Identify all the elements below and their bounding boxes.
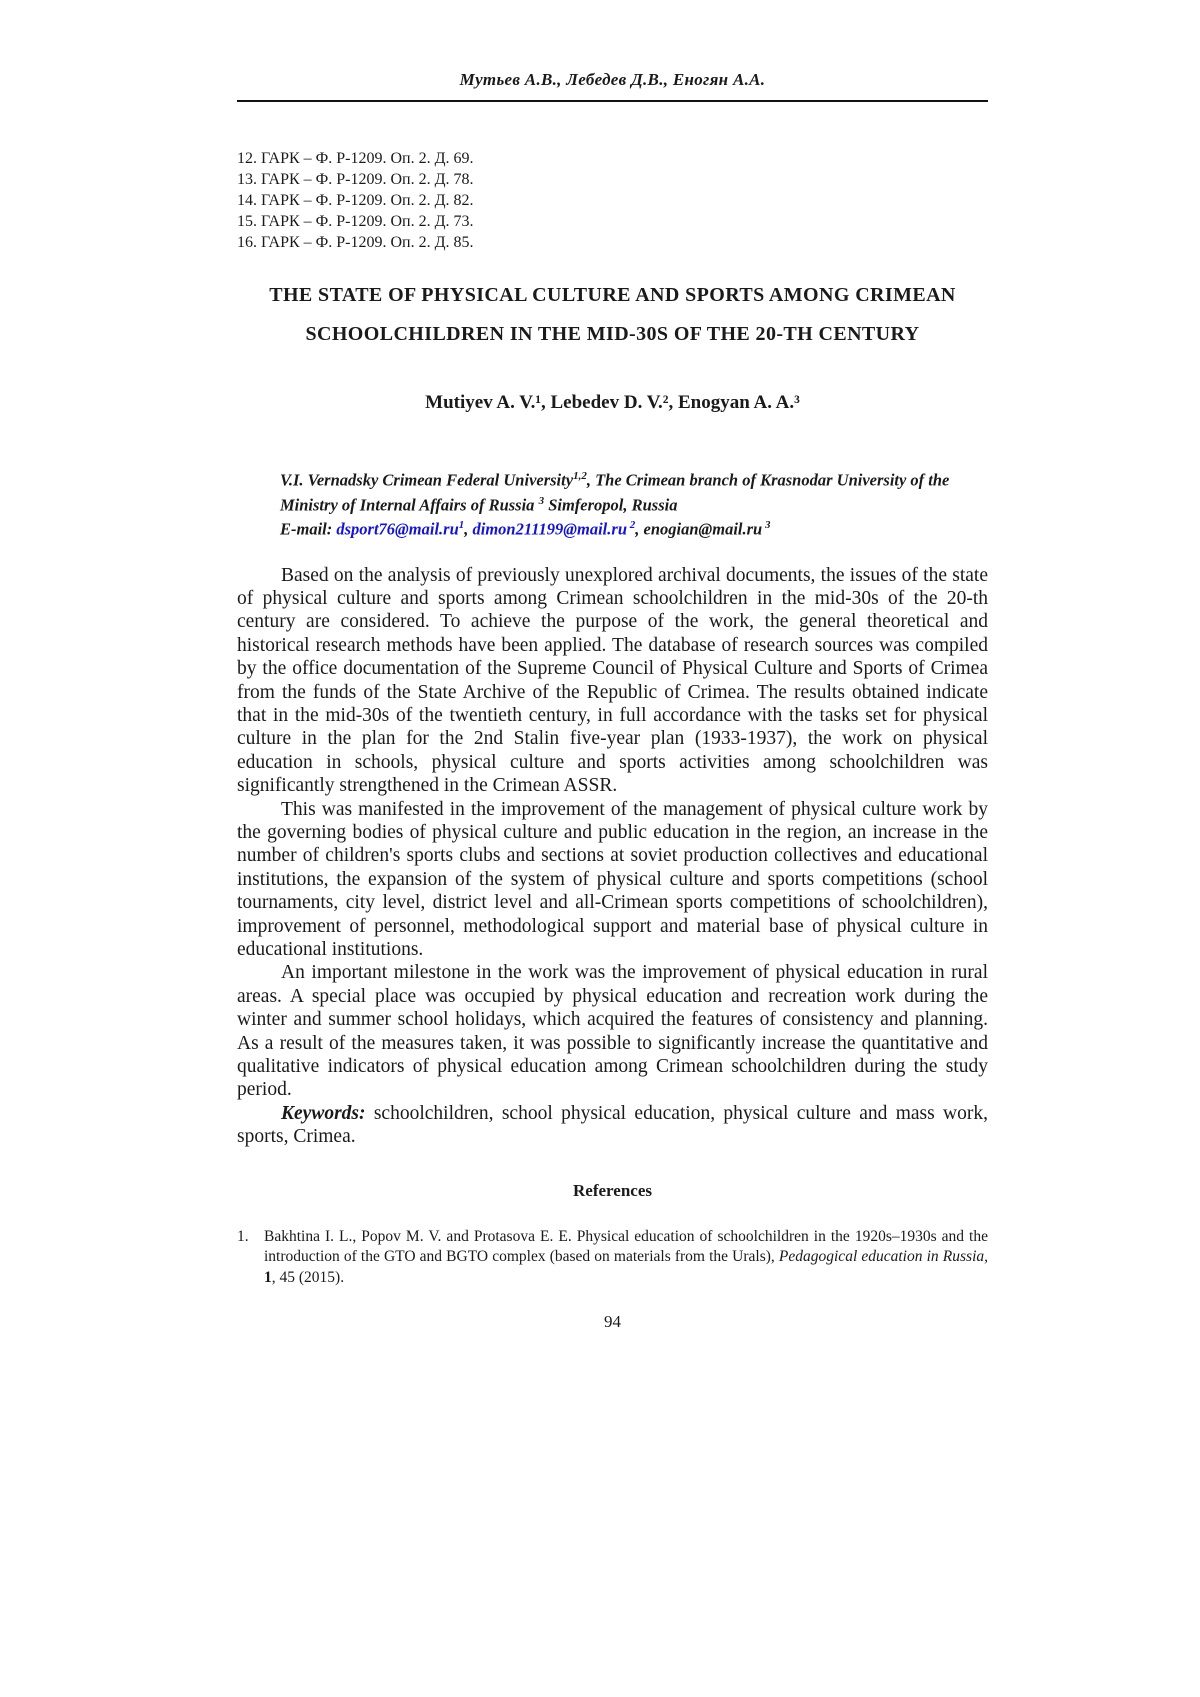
article-title-line-1: THE STATE OF PHYSICAL CULTURE AND SPORTS AMONG CRIMEAN — [269, 284, 956, 306]
abstract-paragraph: This was manifested in the improvement of the management of physical culture work by the governing bodies of physical culture and public education in the region, an increase in the number of children's sports clubs and sections at soviet production collectives and educational institutions, the expansion of the system of physical culture and sports competitions (school tournaments, city level, district level and all-Crimean sports competitions of schoolchildren), improvement of personnel, methodological support and material base of physical culture in educational institutions. — [237, 798, 988, 960]
email-separator: , — [464, 519, 473, 539]
reference-journal: Pedagogical education in Russia, — [778, 1248, 989, 1266]
running-head: Мутьев А.В., Лебедев Д.В., Еногян А.А. — [459, 70, 766, 89]
email-line — [280, 515, 988, 540]
reference-item — [237, 1227, 988, 1289]
keywords-label: Keywords: — [281, 1102, 366, 1124]
article-title-line-2: SCHOOLCHILDREN IN THE MID-30S OF THE 20-TH CENTURY — [305, 323, 920, 345]
article-title — [237, 283, 988, 346]
keywords-text: schoolchildren, school physical education, physical culture and mass work, sports, Crimea. — [237, 1102, 988, 1148]
abstract-paragraph: An important milestone in the work was the improvement of physical education in rural areas. A special place was occupied by physical education and recreation work during the winter and summer school holidays, which acquired the features of consistency and planning. As a result of the measures taken, it was possible to significantly increase the quantitative and qualitative indicators of physical education among Crimean schoolchildren during the study period. — [237, 962, 988, 1101]
email-superscript-1: 1 — [458, 519, 465, 531]
archive-list-item: 14. ГАРК – Ф. Р-1209. Оп. 2. Д. 82. — [237, 192, 474, 209]
reference-number: 1. — [237, 1227, 249, 1245]
archive-list-item: 16. ГАРК – Ф. Р-1209. Оп. 2. Д. 85. — [237, 234, 474, 251]
affiliation-block — [280, 466, 988, 515]
email-link-2[interactable]: dimon211199@mail.ru — [472, 519, 627, 539]
affiliation-superscript: 3 — [538, 494, 545, 507]
email-superscript-3: 3 — [762, 519, 771, 531]
affiliation-text: V.I. Vernadsky Crimean Federal University — [280, 470, 574, 490]
email-link-1[interactable]: dsport76@mail.ru — [336, 519, 459, 539]
abstract-paragraph: Based on the analysis of previously unexplored archival documents, the issues of the state of physical culture and sports among Crimean schoolchildren in the mid-30s of the 20-th century are considered. To achieve the purpose of the work, the general theoretical and historical research methods have been applied. The database of research sources was compiled by the office documentation of the Supreme Council of Physical Culture and Sports of Crimea from the funds of the State Archive of the Republic of Crimea. The results obtained indicate that in the mid-30s of the twentieth century, in full accordance with the tasks set for physical culture in the plan for the 2nd Stalin five-year plan (1933-1937), the work on physical education in schools, physical culture and sports activities among schoolchildren was significantly strengthened in the Crimean ASSR. — [237, 564, 988, 797]
references-heading: References — [573, 1180, 652, 1200]
email-label: E-mail: — [280, 519, 337, 539]
authors-line: Mutiyev A. V.¹, Lebedev D. V.², Enogyan A. A.³ — [425, 392, 800, 413]
archive-list-item: 15. ГАРК – Ф. Р-1209. Оп. 2. Д. 73. — [237, 213, 474, 230]
archive-reference-list — [237, 148, 988, 253]
abstract-section — [237, 564, 988, 1149]
references-list — [237, 1227, 988, 1289]
email-superscript-2: 2 — [627, 519, 636, 531]
page-content — [237, 0, 988, 1332]
header-rule — [237, 100, 988, 102]
affiliation-text: , The Crimean branch of Krasnodar University of the Ministry of Internal Affairs of Russia — [280, 470, 950, 514]
reference-text: , 45 (2015). — [271, 1268, 345, 1286]
page-number: 94 — [604, 1312, 621, 1332]
affiliation-text: Simferopol, Russia — [544, 495, 678, 514]
keywords-line — [237, 1102, 988, 1149]
affiliation-superscript: 1,2 — [573, 470, 587, 482]
archive-list-item: 13. ГАРК – Ф. Р-1209. Оп. 2. Д. 78. — [237, 171, 474, 188]
email-separator: , — [635, 519, 644, 539]
email-link-3: enogian@mail.ru — [643, 519, 763, 539]
reference-text: Bakhtina I. L., Popov M. V. and Protasova E. E. Physical education of schoolchildren in the 1920s–1930s and the introduction of the GTO and BGTO complex (based on materials from the Urals), — [264, 1227, 988, 1266]
archive-list-item: 12. ГАРК – Ф. Р-1209. Оп. 2. Д. 69. — [237, 150, 474, 167]
reference-volume: 1 — [264, 1268, 272, 1286]
